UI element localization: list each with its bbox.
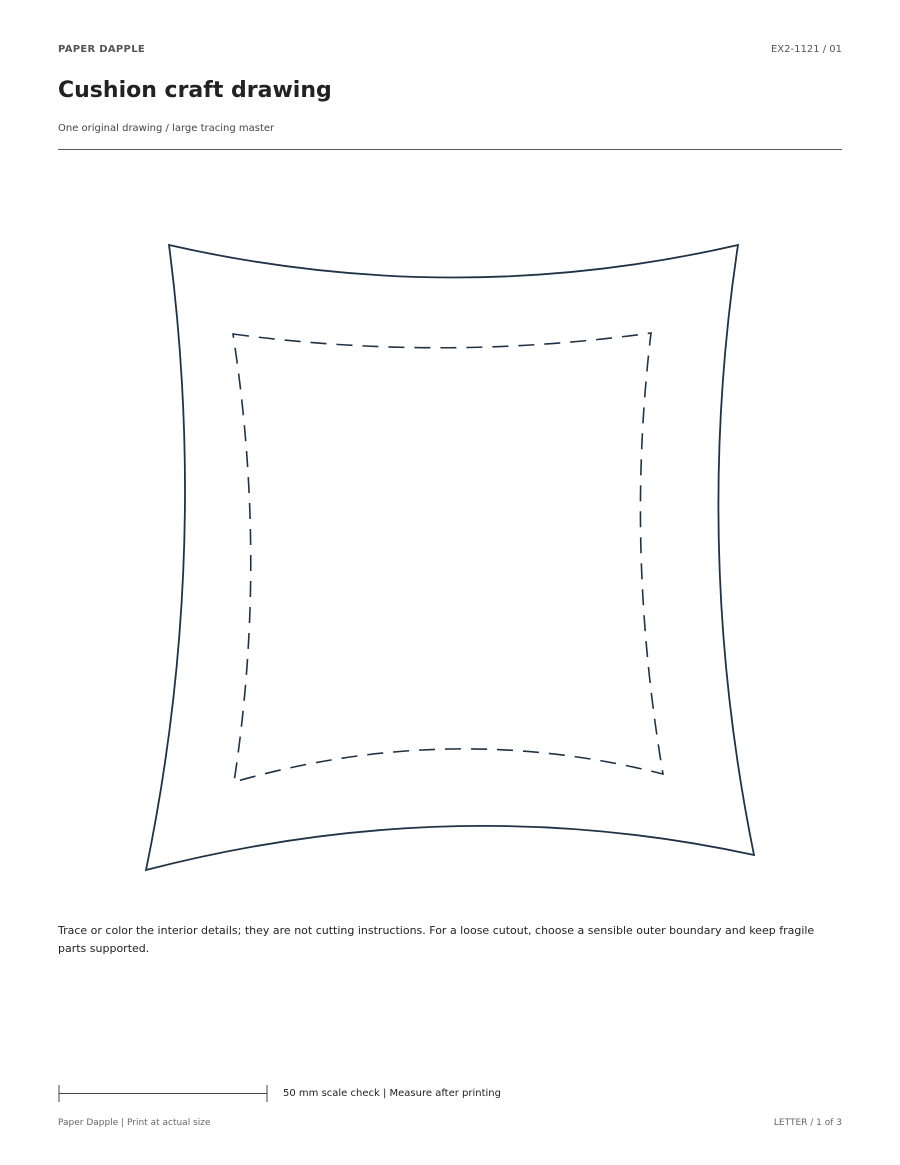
footer-page-info: LETTER / 1 of 3 (773, 1118, 842, 1128)
footer-left-text: Paper Dapple | Print at actual size (58, 1118, 211, 1128)
scale-bar (58, 1085, 268, 1102)
cushion-outline (146, 245, 754, 870)
page-subtitle: One original drawing / large tracing master (58, 123, 275, 134)
page-title: Cushion craft drawing (58, 78, 332, 103)
cushion-stitch-line (233, 333, 663, 782)
instructions-text: Trace or color the interior details; they are not cutting instructions. For a loose cutout, choose a sensible outer boundary and keep fragile parts supported. (58, 924, 815, 955)
scale-check-label: 50 mm scale check | Measure after printing (283, 1088, 501, 1099)
brand-label: PAPER DAPPLE (58, 44, 145, 55)
document-id: EX2-1121 / 01 (770, 44, 842, 55)
